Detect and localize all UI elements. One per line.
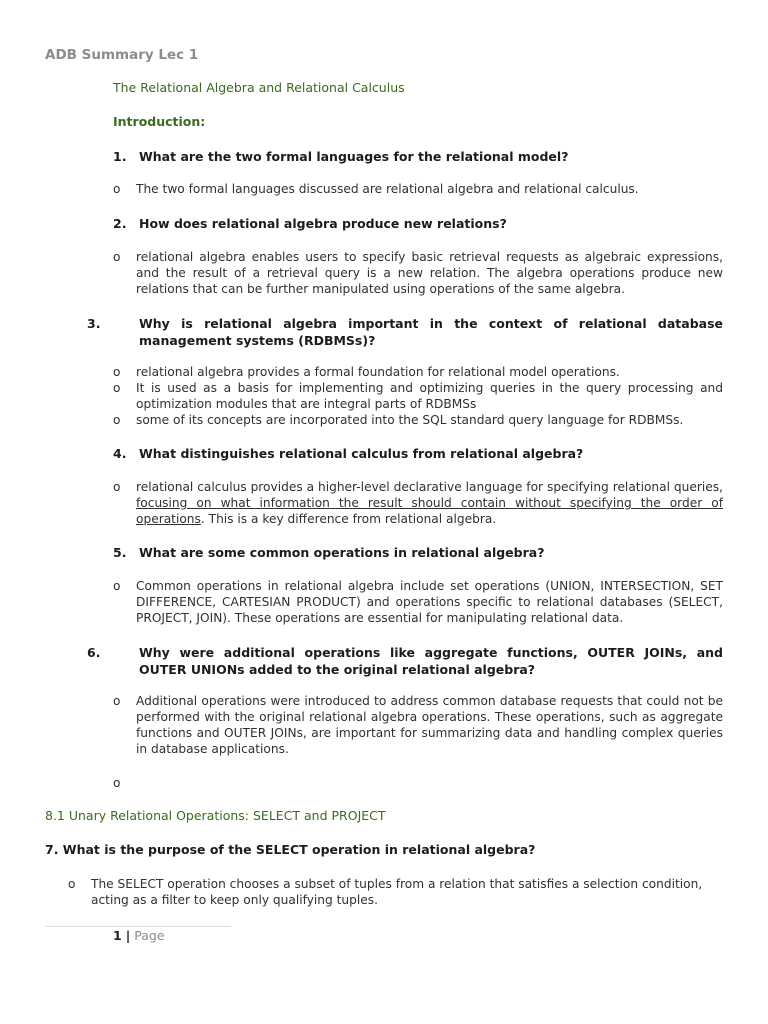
bullet-icon: o xyxy=(113,579,121,593)
answer-text: some of its concepts are incorporated into the SQL standard query language for RDBMSs. xyxy=(136,413,684,427)
question-number: 5. xyxy=(113,545,127,560)
footer-divider xyxy=(45,926,231,927)
question-number: 6. xyxy=(87,645,101,660)
question-number: 2. xyxy=(113,216,127,231)
page-footer xyxy=(113,928,165,943)
question-number: 3. xyxy=(87,316,101,331)
question-2 xyxy=(113,215,723,232)
question-number: 4. xyxy=(113,446,127,461)
bullet-icon: o xyxy=(113,776,121,790)
question-7: 7. What is the purpose of the SELECT operation in relational algebra? xyxy=(45,842,536,857)
question-5 xyxy=(113,544,723,561)
answer-text: relational calculus provides a higher-level declarative language for specifying relational queries, xyxy=(136,480,723,494)
answer-3 xyxy=(113,364,723,428)
question-text: What are the two formal languages for the relational model? xyxy=(139,149,569,164)
bullet-icon: o xyxy=(113,365,121,379)
bullet-icon: o xyxy=(113,182,121,196)
intro-heading: Introduction: xyxy=(113,114,206,129)
answer-text: The SELECT operation chooses a subset of tuples from a relation that satisfies a selection condition, acting as a filter to keep only qualifying tuples. xyxy=(91,877,703,907)
question-text: What are some common operations in relational algebra? xyxy=(139,545,545,560)
empty-bullet xyxy=(113,775,723,791)
answer-text: Additional operations were introduced to address common database requests that could not be performed with the original relational algebra operations. These operations, such as aggregate functions and OUTER JOINs, are important for summarizing data and handling complex queries in database applications. xyxy=(136,694,723,756)
answer-2 xyxy=(113,249,723,297)
bullet-icon: o xyxy=(68,877,76,891)
bullet-icon: o xyxy=(113,480,121,494)
question-4 xyxy=(113,445,723,462)
document-title: The Relational Algebra and Relational Calculus xyxy=(113,80,405,95)
answer-text: relational algebra provides a formal foundation for relational model operations. xyxy=(136,365,620,379)
bullet-icon: o xyxy=(113,250,121,264)
answer-4 xyxy=(113,479,723,527)
underlined-text: focusing on what information the result should contain without specifying the order of operations xyxy=(136,496,723,526)
answer-text: It is used as a basis for implementing and optimizing queries in the query processing and optimization modules that are integral parts of RDBMSs xyxy=(136,381,723,411)
bullet-icon: o xyxy=(113,694,121,708)
page-number: 1 xyxy=(113,928,122,943)
question-text: What distinguishes relational calculus from relational algebra? xyxy=(139,446,584,461)
answer-text: . This is a key difference from relational algebra. xyxy=(200,512,497,526)
question-6 xyxy=(87,644,723,678)
section-heading: 8.1 Unary Relational Operations: SELECT and PROJECT xyxy=(45,808,386,823)
answer-1 xyxy=(113,181,723,197)
question-text: How does relational algebra produce new relations? xyxy=(139,216,507,231)
question-text: Why is relational algebra important in the context of relational database management systems (RDBMSs)? xyxy=(139,316,723,348)
question-3 xyxy=(87,315,723,349)
question-1 xyxy=(113,148,723,165)
answer-6 xyxy=(113,693,723,757)
bullet-icon: o xyxy=(113,381,121,395)
answer-text: Common operations in relational algebra include set operations (UNION, INTERSECTION, SET DIFFERENCE, CARTESIAN PRODUCT) and operations specific to relational databases (SELECT, PROJECT, JOIN). These operations are essential for manipulating relational data. xyxy=(136,579,723,625)
answer-5 xyxy=(113,578,723,626)
document-header: ADB Summary Lec 1 xyxy=(45,47,199,63)
answer-7 xyxy=(68,876,723,908)
page-separator: | xyxy=(125,928,131,943)
answer-text: relational algebra enables users to specify basic retrieval requests as algebraic expressions, and the result of a retrieval query is a new relation. The algebra operations produce new relations that can be further manipulated using operations of the same algebra. xyxy=(136,250,723,296)
page-label: Page xyxy=(134,928,165,943)
answer-text: The two formal languages discussed are relational algebra and relational calculus. xyxy=(136,182,639,196)
bullet-icon: o xyxy=(113,413,121,427)
question-number: 1. xyxy=(113,149,127,164)
question-text: Why were additional operations like aggregate functions, OUTER JOINs, and OUTER UNIONs added to the original relational algebra? xyxy=(139,645,723,677)
